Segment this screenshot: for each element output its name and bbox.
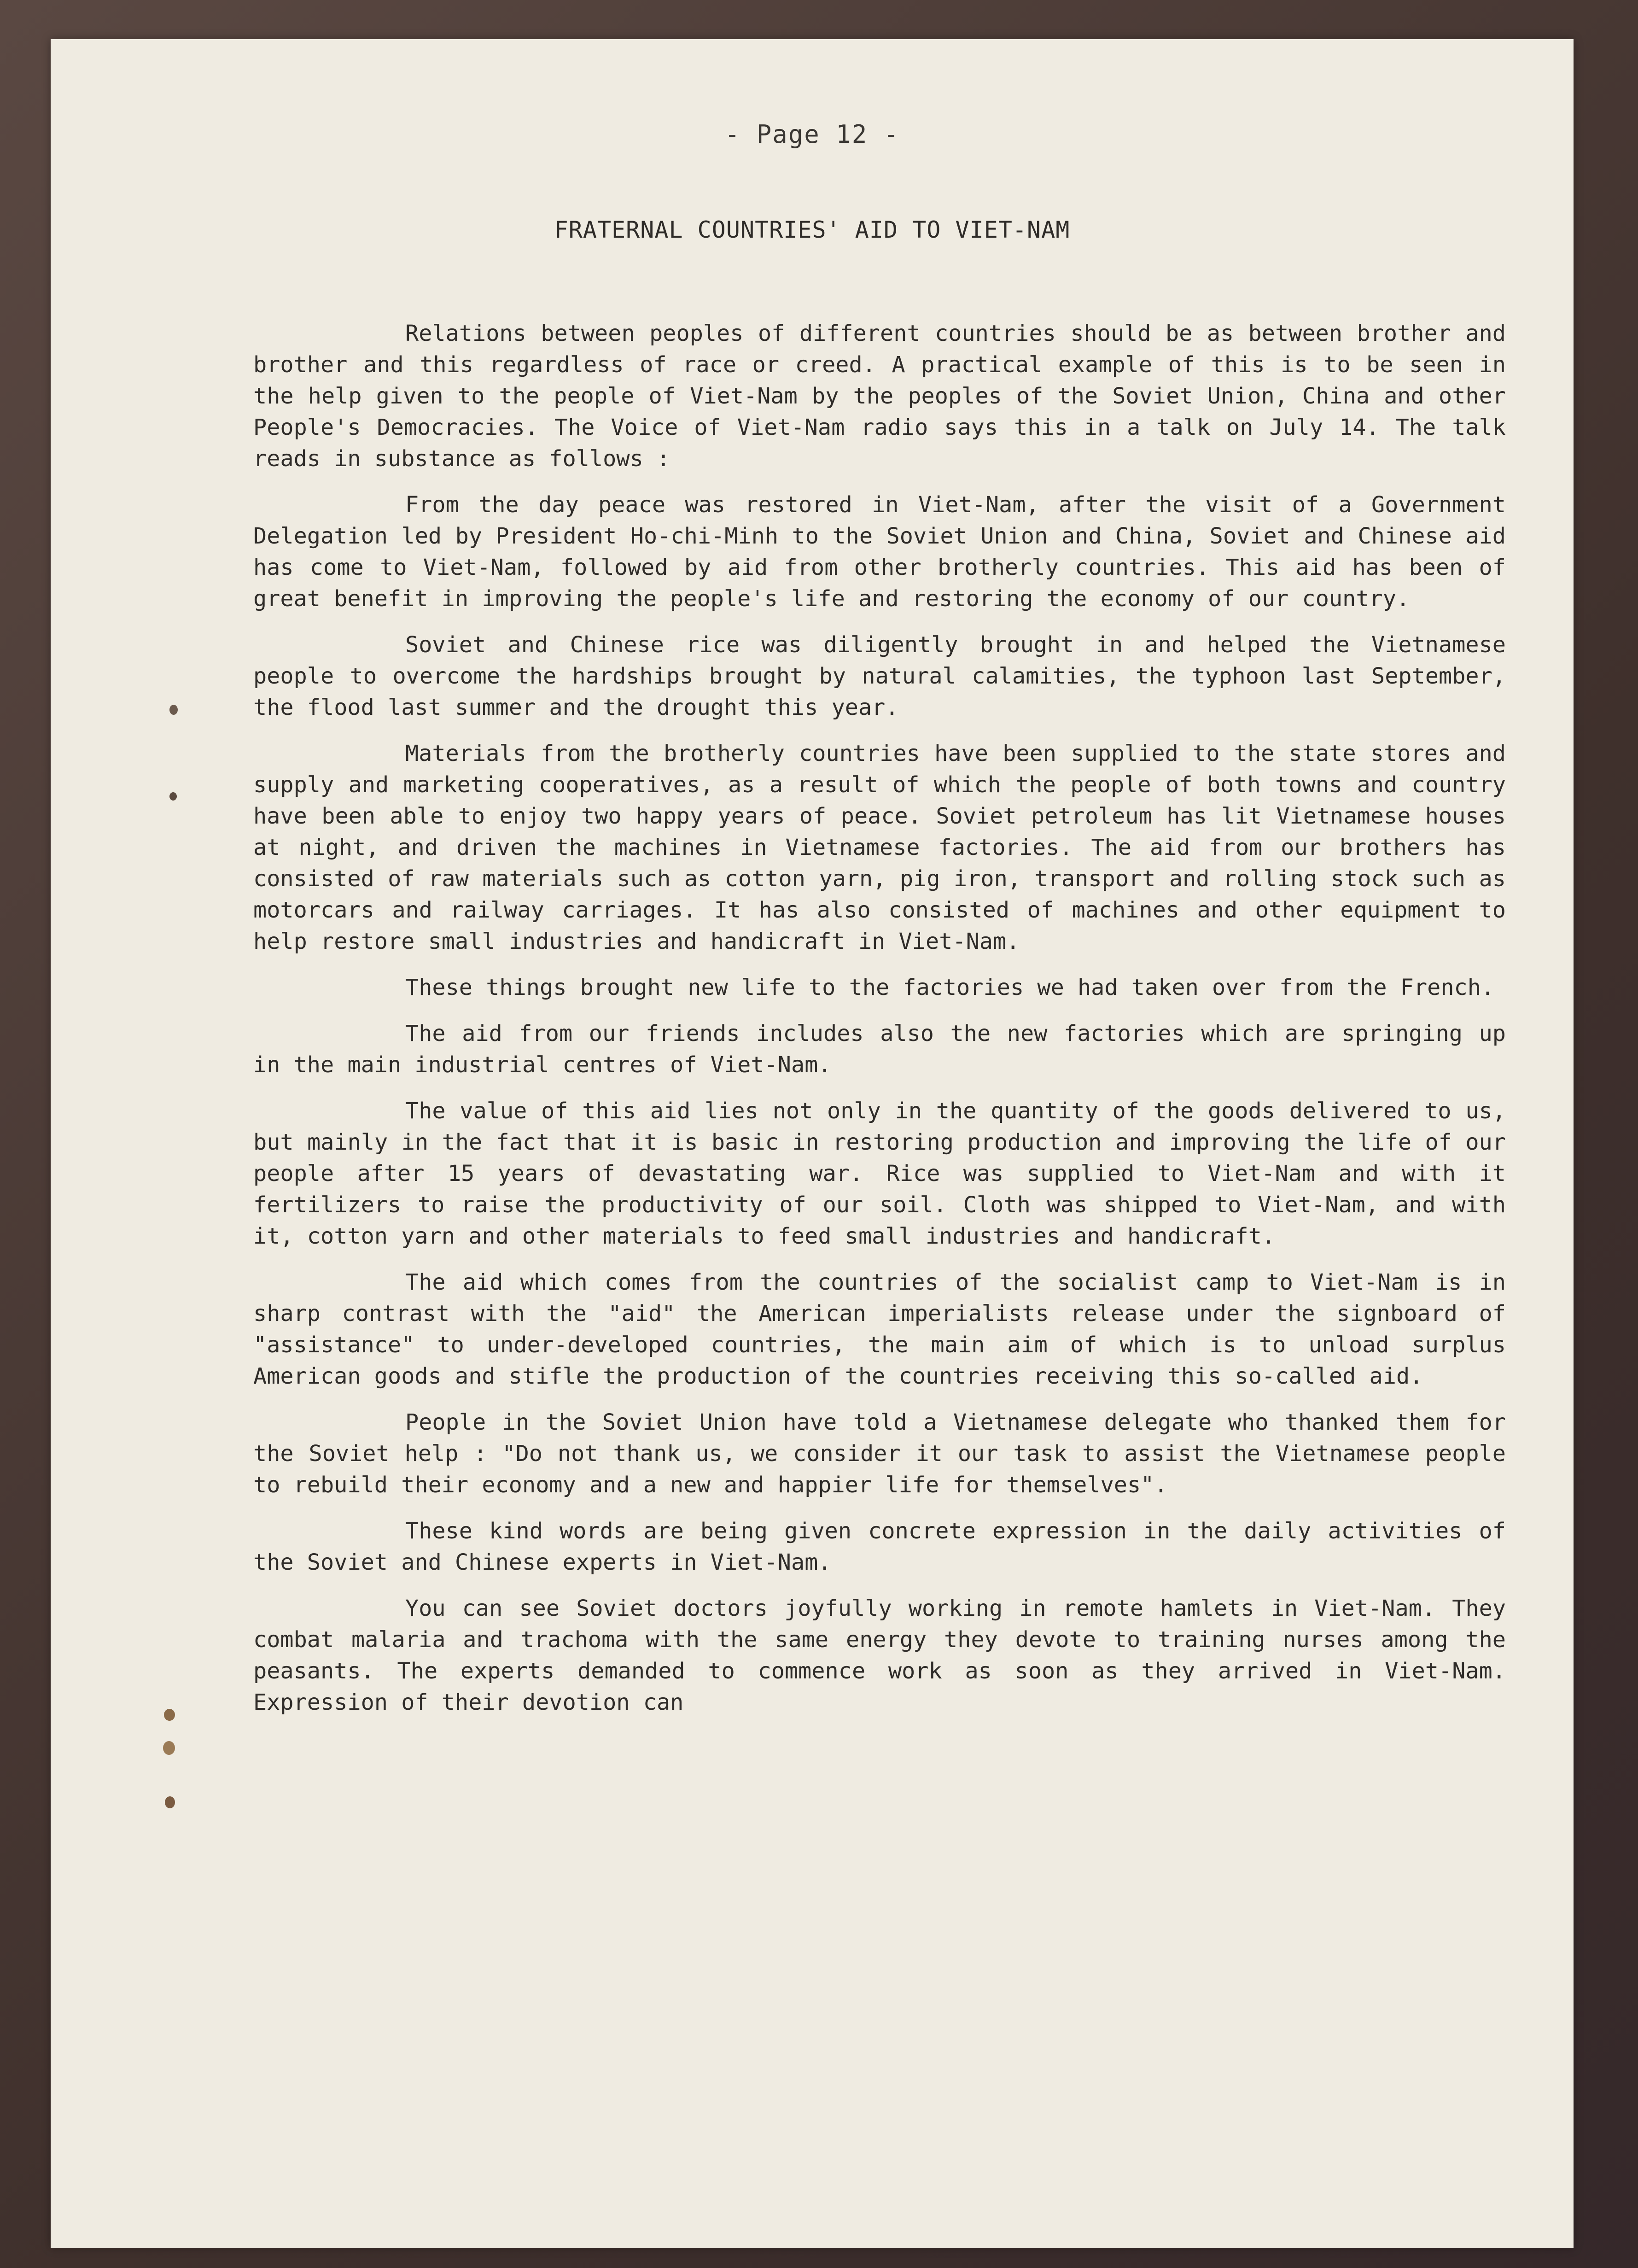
paragraph: You can see Soviet doctors joyfully working in remote hamlets in Viet-Nam. They combat malaria and trachoma with the same energy they devote to training nurses among the peasants. The experts demanded to commence work as soon as they arrived in Viet-Nam. Expression of their devotion can [253,1596,1506,1715]
paragraph: The value of this aid lies not only in the quantity of the goods delivered to us, but mainly in the fact that it is basic in restoring production and improving the life of our people after 15 years of devastating war. Rice was supplied to Viet-Nam and with it fertilizers to raise the productivity of our soil. Cloth was shipped to Viet-Nam, and with it, cotton yarn and other materials to feed small industries and handicraft. [253,1098,1506,1249]
paragraph: Soviet and Chinese rice was diligently brought in and helped the Vietnamese people to overcome the hardships brought by natural calamities, the typhoon last September, the flood last summer and the drought this year. [253,632,1506,720]
rust-stain-mark [163,1741,175,1755]
paragraph: From the day peace was restored in Viet-Nam, after the visit of a Government Delegation led by President Ho-chi-Minh to the Soviet Union and China, Soviet and Chinese aid has come to Viet-Nam, followed by aid from other brotherly countries. This aid has been of great benefit in improving the people's life and restoring the economy of our country. [253,492,1506,612]
paragraph: The aid which comes from the countries of the socialist camp to Viet-Nam is in sharp contrast with the "aid" the American imperialists release under the signboard of "assistance" to under-developed countries, the main aim of which is to unload surplus American goods and stifle the production of the countries receiving this so-called aid. [253,1269,1506,1389]
rust-stain-mark [165,1796,175,1808]
paragraph: The aid from our friends includes also the new factories which are springing up in the main industrial centres of Viet-Nam. [253,1021,1506,1078]
document-title: FRATERNAL COUNTRIES' AID TO VIET-NAM [554,216,1070,243]
paragraph: These things brought new life to the factories we had taken over from the French. [405,975,1495,1000]
paragraph: Relations between peoples of different countries should be as between brother and brother and this regardless of race or creed. A practical example of this is to be seen in the help given to the people of Viet-Nam by the peoples of the Soviet Union, China and other People's Democracies. The Voice of Viet-Nam radio says this in a talk on July 14. The talk reads in substance as follows : [253,321,1506,472]
punch-hole-mark [169,705,178,715]
punch-hole-mark [169,792,177,801]
page-number: - Page 12 - [724,120,900,149]
document-page [51,39,1574,2248]
rust-stain-mark [164,1709,175,1721]
paragraph: These kind words are being given concrete expression in the daily activities of the Soviet and Chinese experts in Viet-Nam. [253,1518,1506,1575]
paragraph: People in the Soviet Union have told a Vietnamese delegate who thanked them for the Soviet help : "Do not thank us, we consider it our task to assist the Vietnamese people to rebuild their economy and a new and happier life for themselves". [253,1409,1506,1498]
paragraph: Materials from the brotherly countries have been supplied to the state stores and supply and marketing cooperatives, as a result of which the people of both towns and country have been able to enjoy two happy years of peace. Soviet petroleum has lit Vietnamese houses at night, and driven the machines in Vietnamese factories. The aid from our brothers has consisted of raw materials such as cotton yarn, pig iron, transport and rolling stock such as motorcars and railway carriages. It has also consisted of machines and other equipment to help restore small industries and handicraft in Viet-Nam. [253,741,1506,954]
document-body [253,318,1506,1733]
